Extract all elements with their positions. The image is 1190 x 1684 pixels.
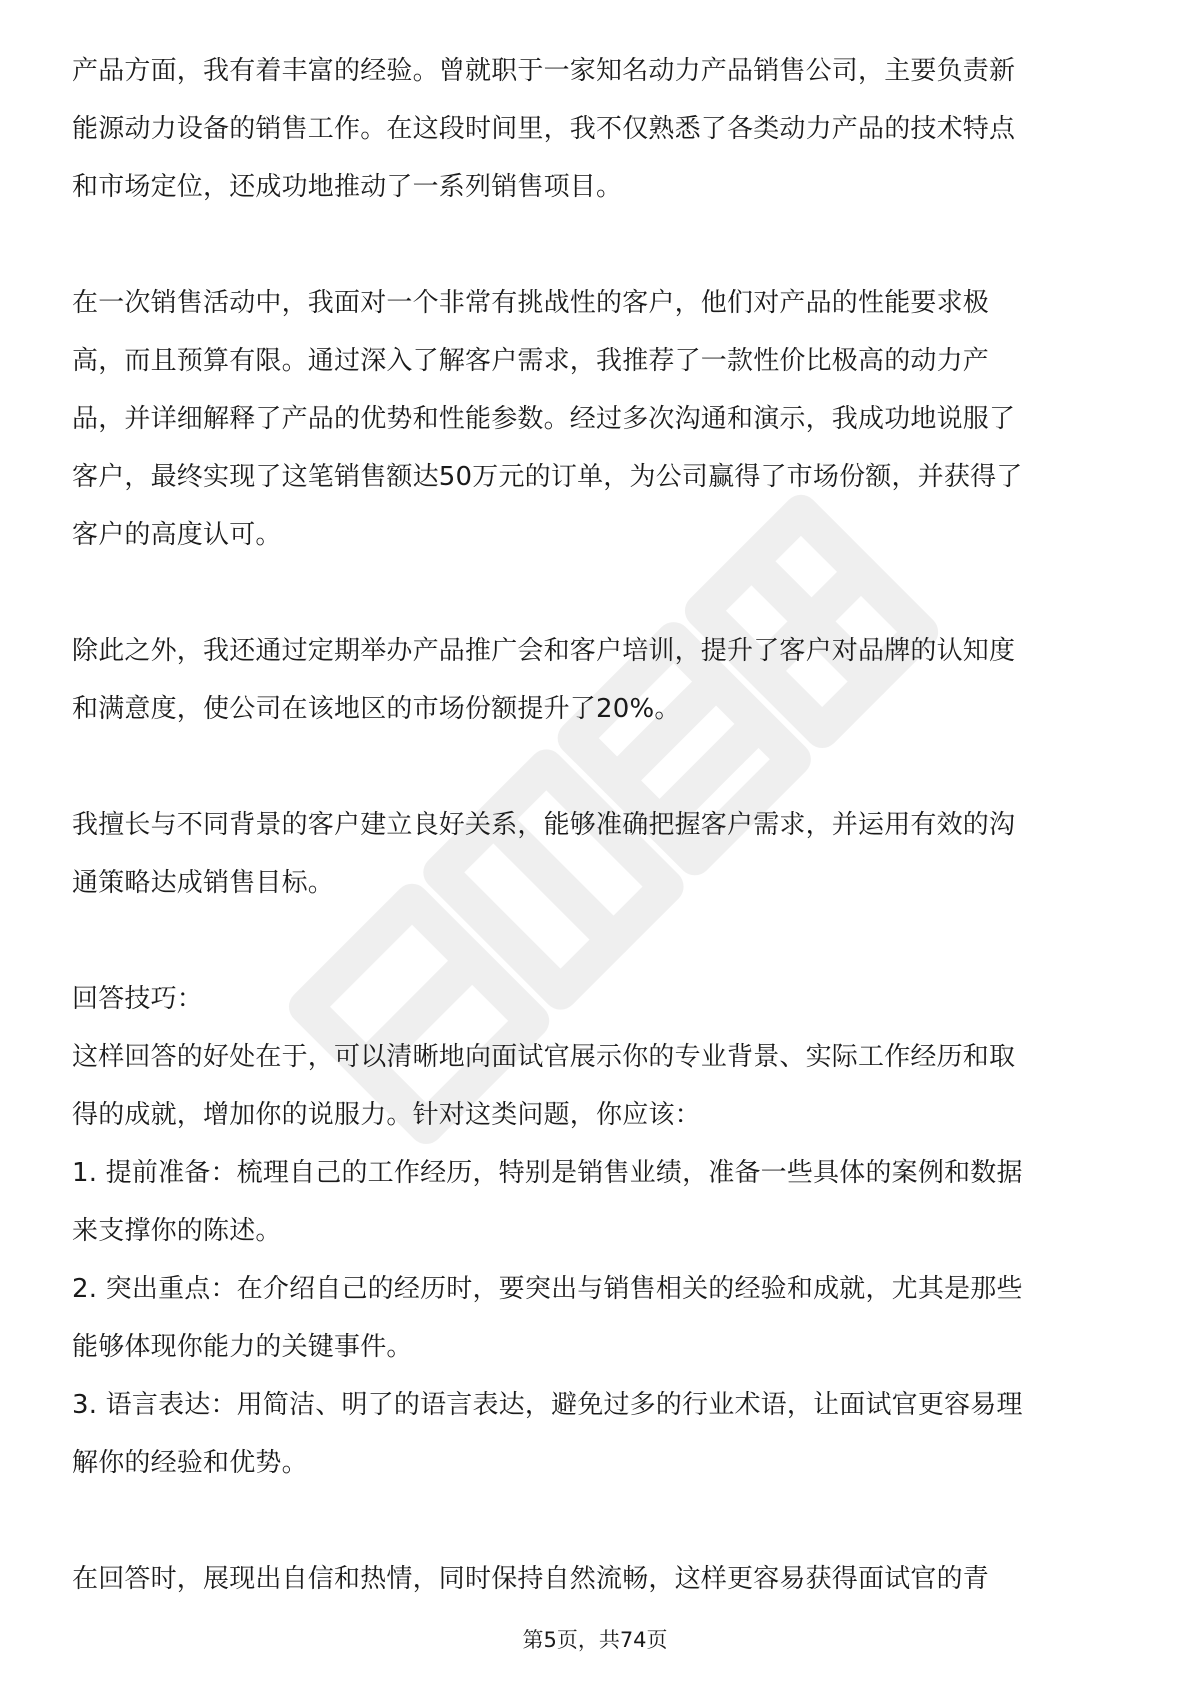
document-body [72, 42, 1122, 1608]
paragraph-gap [72, 216, 1122, 274]
text-line: 这样回答的好处在于，可以清晰地向面试官展示你的专业背景、实际工作经历和取 [72, 1042, 1016, 1072]
text-line: 在一次销售活动中，我面对一个非常有挑战性的客户，他们对产品的性能要求极 [72, 288, 990, 318]
list-item: 3. 语言表达：用简洁、明了的语言表达，避免过多的行业术语，让面试官更容易理 [72, 1390, 1023, 1420]
text-line: 客户，最终实现了这笔销售额达50万元的订单，为公司赢得了市场份额，并获得了 [72, 462, 1023, 492]
list-item: 1. 提前准备：梳理自己的工作经历，特别是销售业绩，准备一些具体的案例和数据 [72, 1158, 1023, 1188]
text-line: 和市场定位，还成功地推动了一系列销售项目。 [72, 172, 623, 202]
answer-tips-section [72, 970, 1122, 1492]
text-line: 解你的经验和优势。 [72, 1448, 308, 1478]
paragraph [72, 796, 1122, 912]
list-item: 2. 突出重点：在介绍自己的经历时，要突出与销售相关的经验和成就，尤其是那些 [72, 1274, 1023, 1304]
page-number: 第5页，共74页 [522, 1628, 668, 1652]
text-line: 和满意度，使公司在该地区的市场份额提升了20%。 [72, 694, 681, 724]
text-line: 来支撑你的陈述。 [72, 1216, 282, 1246]
paragraph-gap [72, 912, 1122, 970]
paragraph-gap [72, 1492, 1122, 1550]
text-line: 品，并详细解释了产品的优势和性能参数。经过多次沟通和演示，我成功地说服了 [72, 404, 1016, 434]
text-line: 能够体现你能力的关键事件。 [72, 1332, 413, 1362]
paragraph [72, 274, 1122, 564]
paragraph [72, 42, 1122, 216]
section-heading: 回答技巧： [72, 984, 204, 1014]
paragraph-gap [72, 738, 1122, 796]
text-line: 得的成就，增加你的说服力。针对这类问题，你应该： [72, 1100, 701, 1130]
text-line: 除此之外，我还通过定期举办产品推广会和客户培训，提升了客户对品牌的认知度 [72, 636, 1016, 666]
text-line: 在回答时，展现出自信和热情，同时保持自然流畅，这样更容易获得面试官的青 [72, 1564, 990, 1594]
text-line: 高，而且预算有限。通过深入了解客户需求，我推荐了一款性价比极高的动力产 [72, 346, 990, 376]
paragraph-gap [72, 564, 1122, 622]
text-line: 能源动力设备的销售工作。在这段时间里，我不仅熟悉了各类动力产品的技术特点 [72, 114, 1016, 144]
text-line: 客户的高度认可。 [72, 520, 282, 550]
text-line: 通策略达成销售目标。 [72, 868, 335, 898]
paragraph [72, 622, 1122, 738]
text-line: 产品方面，我有着丰富的经验。曾就职于一家知名动力产品销售公司，主要负责新 [72, 56, 1016, 86]
paragraph [72, 1550, 1122, 1608]
text-line: 我擅长与不同背景的客户建立良好关系，能够准确把握客户需求，并运用有效的沟 [72, 810, 1016, 840]
